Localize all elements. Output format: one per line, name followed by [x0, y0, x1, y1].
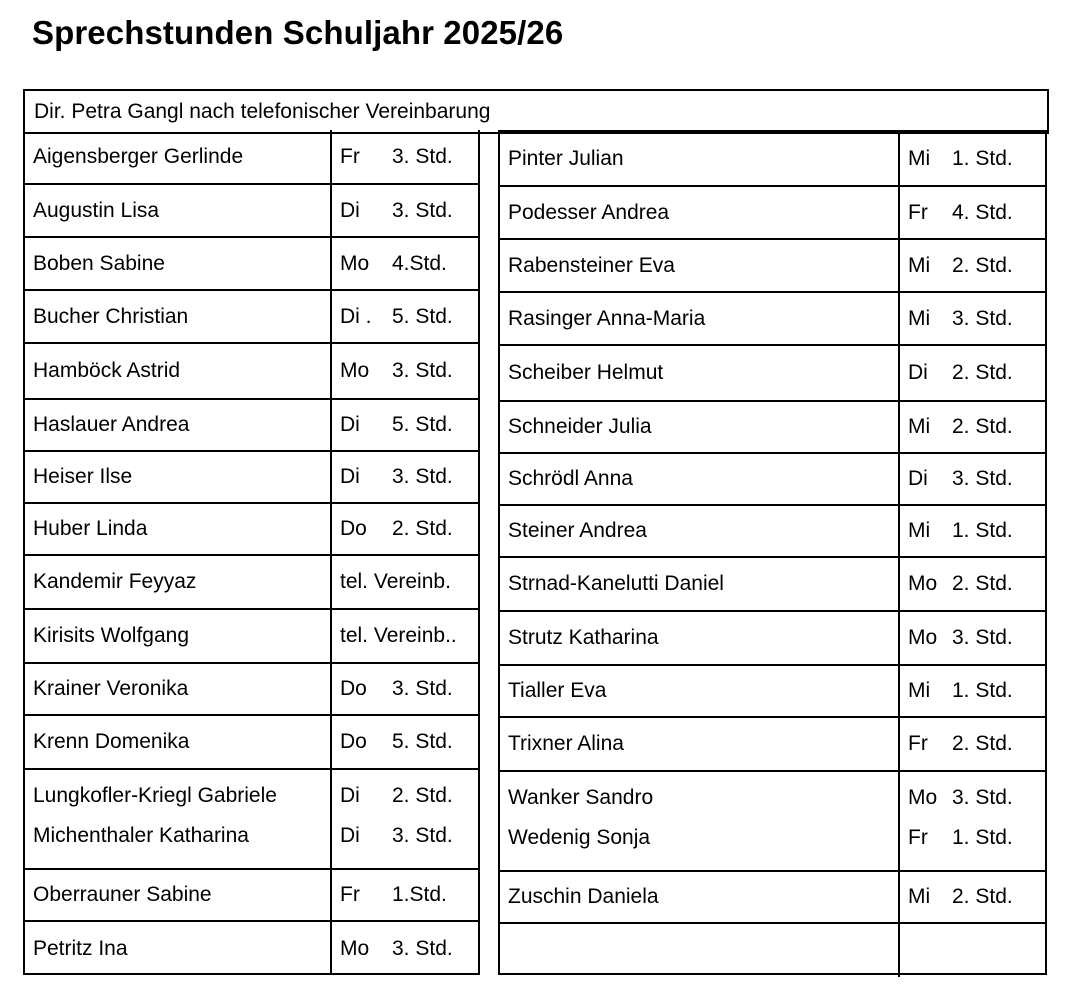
consultation-hour: 3. Std.	[392, 936, 453, 960]
teacher-name: Trixner Alina	[508, 732, 624, 755]
teacher-name: Strnad-Kanelutti Daniel	[508, 572, 724, 595]
table-row	[25, 822, 478, 868]
consultation-hour: 2. Std.	[392, 517, 453, 540]
consultation-hour: 2. Std.	[952, 415, 1013, 438]
table-row	[500, 452, 1045, 504]
consultation-hour: 2. Std.	[392, 784, 453, 807]
table-row	[500, 291, 1045, 344]
consultation-day: tel. Vereinb..	[340, 624, 457, 647]
consultation-hour: 3. Std.	[392, 824, 453, 847]
teacher-name: Schrödl Anna	[508, 467, 633, 490]
consultation-hour: 3. Std.	[952, 786, 1013, 809]
table-row	[500, 132, 1045, 185]
teacher-name: Rasinger Anna-Maria	[508, 306, 706, 330]
consultation-day: Do	[340, 677, 367, 700]
consultation-hour: 2. Std.	[952, 361, 1013, 384]
teacher-name: Oberrauner Sabine	[33, 883, 212, 906]
table-row	[25, 502, 478, 554]
consultation-day: Fr	[908, 200, 928, 224]
consultation-day: Mi	[908, 253, 931, 277]
teacher-name: Krainer Veronika	[33, 677, 189, 700]
table-row	[500, 770, 1045, 824]
consultation-day: Di	[340, 465, 360, 488]
page-title: Sprechstunden Schuljahr 2025/26	[32, 14, 564, 51]
consultation-day: Do	[340, 730, 367, 753]
teacher-name: Heiser Ilse	[33, 465, 133, 488]
teacher-name: Strutz Katharina	[508, 626, 659, 649]
table-row	[25, 714, 478, 768]
consultation-hour: 3. Std.	[392, 144, 453, 168]
consultation-day: Di .	[340, 304, 372, 328]
consultation-hour: 3. Std.	[952, 306, 1013, 330]
consultation-hour: 4. Std.	[952, 200, 1013, 224]
consultation-day: Fr	[340, 883, 360, 906]
teacher-name: Wanker Sandro	[508, 786, 654, 809]
consultation-day: Di	[340, 784, 360, 807]
consultation-day: Mi	[908, 415, 931, 438]
table-row	[500, 664, 1045, 716]
consultation-day: Di	[340, 198, 360, 222]
teacher-name: Augustin Lisa	[33, 198, 160, 222]
consultation-day: Mo	[340, 936, 370, 960]
teacher-name: Zuschin Daniela	[508, 885, 659, 908]
teacher-name: Haslauer Andrea	[33, 413, 190, 436]
consultation-day: Mi	[908, 146, 931, 170]
table-row	[25, 920, 478, 975]
table-row	[500, 824, 1045, 870]
consultation-hour: 2. Std.	[952, 732, 1013, 755]
consultation-day: Di	[340, 413, 360, 436]
consultation-hour: 1.Std.	[392, 883, 447, 906]
consultation-hour: 1. Std.	[952, 146, 1013, 170]
teacher-name: Rabensteiner Eva	[508, 253, 675, 277]
consultation-day: Fr	[340, 144, 360, 168]
table-row	[25, 236, 478, 289]
table-row	[500, 610, 1045, 664]
consultation-hour: 5. Std.	[392, 730, 453, 753]
consultation-day: Mo	[908, 572, 938, 595]
table-row	[500, 400, 1045, 452]
table-row	[500, 504, 1045, 556]
teacher-name: Schneider Julia	[508, 415, 652, 438]
consultation-day: Di	[340, 824, 360, 847]
table-row	[25, 398, 478, 450]
consultation-hour: 3. Std.	[392, 198, 453, 222]
table-row	[500, 344, 1045, 400]
table-row	[500, 556, 1045, 610]
teacher-name: Podesser Andrea	[508, 200, 670, 224]
table-row	[25, 554, 478, 608]
consultation-hour: 3. Std.	[392, 677, 453, 700]
consultation-day: tel. Vereinb.	[340, 570, 451, 593]
table-row	[500, 185, 1045, 238]
teacher-name: Huber Linda	[33, 517, 148, 540]
table-row	[25, 662, 478, 714]
teacher-name: Lungkofler-Kriegl Gabriele	[33, 784, 277, 807]
teacher-name: Kirisits Wolfgang	[33, 624, 190, 647]
teacher-name: Tialler Eva	[508, 679, 607, 702]
consultation-hour: 3. Std.	[952, 467, 1013, 490]
teacher-name: Hamböck Astrid	[33, 359, 181, 382]
teacher-name: Wedenig Sonja	[508, 826, 651, 849]
table-row	[500, 238, 1045, 291]
teacher-name	[500, 924, 898, 977]
table-row	[25, 768, 478, 822]
teacher-name: Petritz Ina	[33, 936, 128, 960]
table-row	[500, 870, 1045, 922]
table-row	[500, 922, 1045, 977]
consultation-hour: 4.Std.	[392, 251, 447, 275]
teacher-name: Boben Sabine	[33, 251, 165, 275]
table-row	[500, 716, 1045, 770]
consultation-day	[900, 924, 1045, 977]
table-row	[25, 183, 478, 236]
consultation-day: Mi	[908, 306, 931, 330]
consultation-hour: 1. Std.	[952, 519, 1013, 542]
consultation-hour: 5. Std.	[392, 304, 453, 328]
teacher-name: Pinter Julian	[508, 146, 624, 170]
table-row	[25, 608, 478, 662]
teacher-name: Bucher Christian	[33, 304, 189, 328]
consultation-day: Mo	[908, 786, 938, 809]
consultation-day: Mo	[340, 251, 370, 275]
consultation-day: Di	[908, 361, 928, 384]
consultation-day: Do	[340, 517, 367, 540]
table-row	[25, 450, 478, 502]
consultation-day: Di	[908, 467, 928, 490]
teacher-name: Scheiber Helmut	[508, 361, 664, 384]
consultation-day: Mi	[908, 885, 931, 908]
table-row	[25, 868, 478, 920]
consultation-hour: 5. Std.	[392, 413, 453, 436]
table-row	[25, 130, 478, 183]
consultation-day: Mi	[908, 519, 931, 542]
consultation-hour: 1. Std.	[952, 826, 1013, 849]
consultation-day: Fr	[908, 732, 928, 755]
teacher-name: Aigensberger Gerlinde	[33, 144, 244, 168]
consultation-hour: 2. Std.	[952, 253, 1013, 277]
consultation-hour: 2. Std.	[952, 572, 1013, 595]
consultation-day: Mi	[908, 679, 931, 702]
consultation-hour: 3. Std.	[952, 626, 1013, 649]
consultation-hour: 2. Std.	[952, 885, 1013, 908]
director-note: Dir. Petra Gangl nach telefonischer Vereinbarung	[34, 100, 491, 123]
consultation-hour: 3. Std.	[392, 359, 453, 382]
teacher-name: Steiner Andrea	[508, 519, 647, 542]
teacher-name: Kandemir Feyyaz	[33, 570, 197, 593]
table-row	[25, 289, 478, 342]
teacher-name: Michenthaler Katharina	[33, 824, 249, 847]
table-row	[25, 342, 478, 398]
consultation-hour: 3. Std.	[392, 465, 453, 488]
consultation-hour: 1. Std.	[952, 679, 1013, 702]
teacher-name: Krenn Domenika	[33, 730, 190, 753]
consultation-day: Mo	[340, 359, 370, 382]
consultation-day: Fr	[908, 826, 928, 849]
director-note-row	[23, 89, 1049, 134]
consultation-day: Mo	[908, 626, 938, 649]
